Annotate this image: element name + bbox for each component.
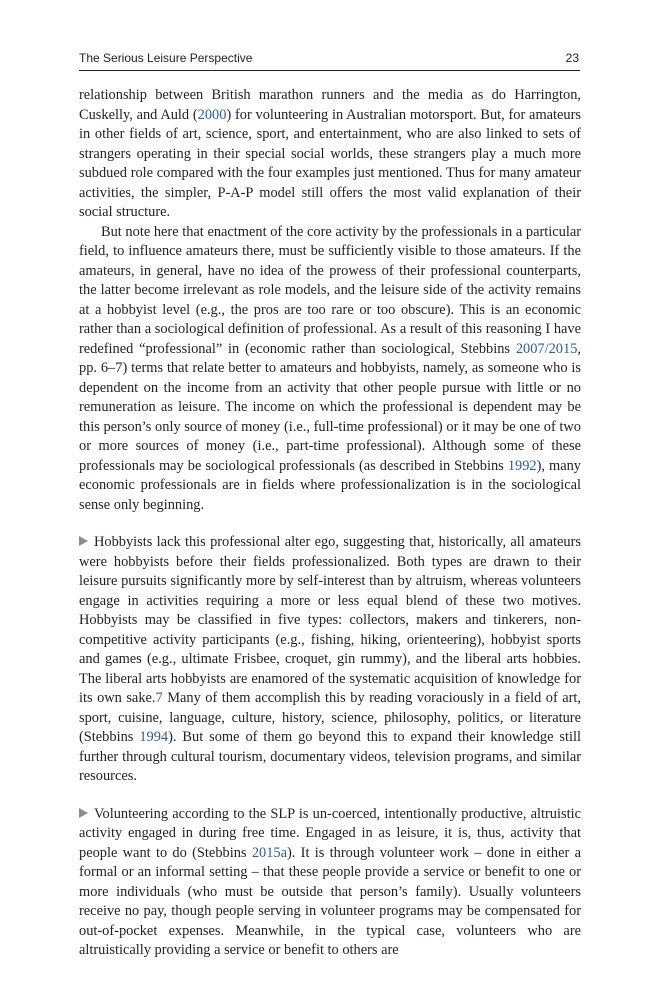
paragraph-professional-definition [79, 223, 581, 516]
running-title: The Serious Leisure Perspective [79, 51, 253, 65]
citation-link[interactable]: 7 [155, 690, 163, 706]
citation-link[interactable]: 2015a [251, 844, 287, 861]
paragraph-text: Hobbyists lack this professional alter ego, suggesting that, historically, all amateurs were hobbyists before their fields professionalized. Both types are drawn to their leisure pursuits significantly more by self-interest than by altruism, whereas volunteers engage in activities requiring a more or less equal blend of these two motives. Hobbyists may be classified in five types: collectors, makers and tinkerers, non-competitive activity participants (e.g., fishing, hiking, orienteering), hobbyist sports and games (e.g., ultimate Frisbee, croquet, gin rummy), and the liberal arts hobbies. The liberal arts hobbyists are enamored of the systematic acquisition of knowledge for its own sake. [79, 534, 581, 706]
paragraph-text: , pp. 6–7) terms that relate better to amateurs and hobbyists, namely, as someone who is dependent on the income from an activity that other people pursue with little or no remuneration as leisure. The income on which the professional is dependent may be this person’s only source of money (i.e., full-time professional) or it may be one of two or more sources of money (i.e., part-time professional). Although some of these professionals may be sociological professionals (as described in Stebbins [79, 340, 581, 474]
citation-link[interactable]: 2000 [197, 106, 227, 123]
section-marker-icon [79, 808, 88, 818]
citation-link[interactable]: 1994 [139, 729, 169, 745]
body-text [79, 86, 581, 961]
paragraph-text: But note here that enactment of the core activity by the professionals in a particular field, to influence amateurs there, must be sufficiently visible to those amateurs. If the amateurs, in general, have no idea of the prowess of their professional counterparts, the latter become irrelevant as role models, and the leisure side of the activity remains at a hobbyist level (e.g., the pros are too rare or too obscure). This is an economic rather than a sociological definition of professional. As a result of this reasoning I have redefined “professional” in (economic rather than sociological, Stebbins [79, 223, 581, 357]
section-marker-icon [79, 536, 88, 546]
citation-link[interactable]: 2007/2015 [515, 340, 578, 357]
paragraph-hobbyists [79, 533, 581, 787]
paragraph-text: ). But some of them go beyond this to expand their knowledge still further through cultural tourism, documentary videos, television programs, and similar resources. [79, 729, 581, 784]
paragraph-text: Many of them accomplish this by reading voraciously in a field of art, sport, cuisine, language, culture, history, science, philosophy, politics, or literature (Stebbins [79, 690, 581, 745]
paragraph-volunteering [79, 805, 581, 961]
paragraph-continued [79, 86, 581, 223]
citation-link[interactable]: 1992 [507, 457, 537, 474]
paragraph-text: ), many economic professionals are in fields where professionalization is in the sociological sense only beginning. [79, 457, 581, 513]
paragraph-text: ). It is through volunteer work – done in either a formal or an informal setting – that these people provide a service or benefit to one or more individuals (who must be outside that person’s family). Usually volunteers receive no pay, though people serving in volunteer programs may be compensated for out-of-pocket expenses. Meanwhile, in the typical case, volunteers who are altruistically providing a service or benefit to others are [79, 844, 581, 958]
paragraph-text: relationship between British marathon runners and the media as do Harrington, Cuskelly, and Auld ( [79, 87, 581, 123]
paragraph-text: ) for volunteering in Australian motorsport. But, for amateurs in other fields of art, science, sport, and entertainment, who are also linked to sets of strangers operating in their special social worlds, these strangers play a much more subdued role compared with the four examples just mentioned. Thus for many amateur activities, the simpler, P-A-P model still offers the most valid explanation of their social structure. [79, 106, 581, 220]
page-number: 23 [565, 51, 579, 65]
running-header [79, 50, 580, 71]
paragraph-text: Volunteering according to the SLP is un-coerced, intentionally productive, altruistic activity engaged in during free time. Engaged in as leisure, it is, thus, activity that people want to do (Stebbins [79, 805, 581, 861]
